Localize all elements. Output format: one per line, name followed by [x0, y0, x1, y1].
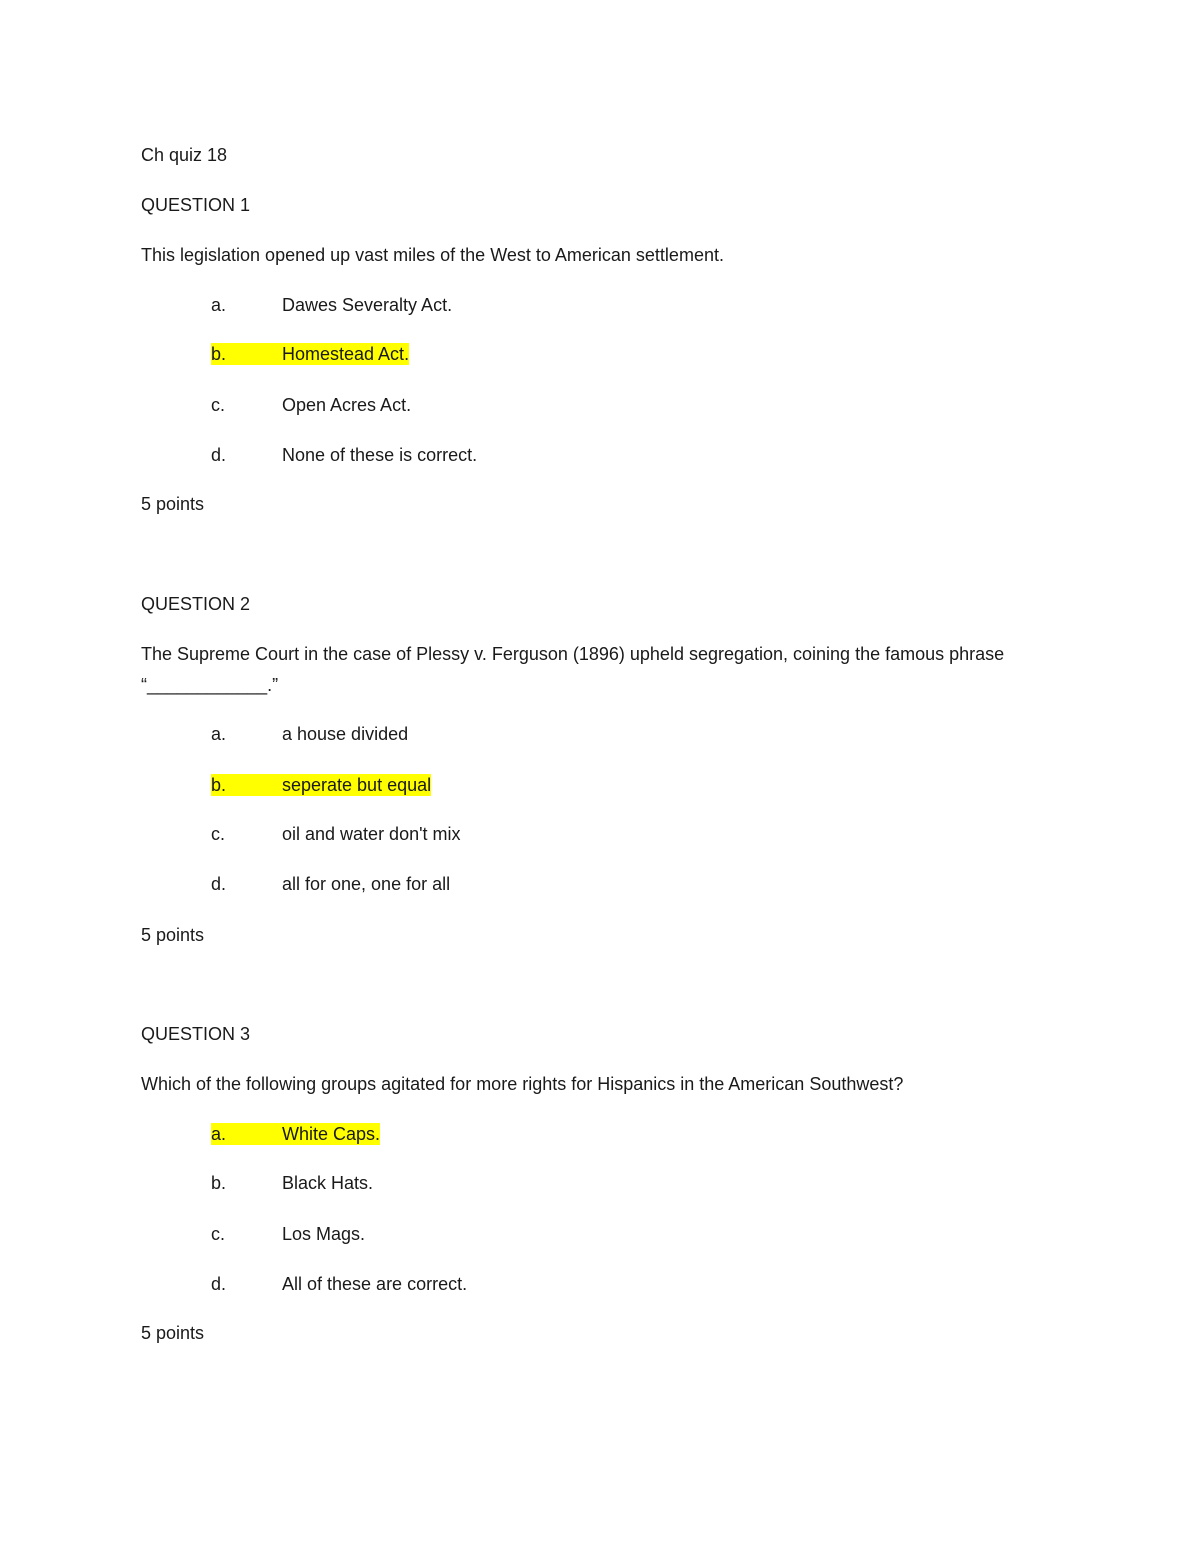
question-2-option-b-highlighted	[211, 774, 431, 796]
option-letter: a.	[211, 724, 227, 744]
question-3-prompt: Which of the following groups agitated for more rights for Hispanics in the American Southwest?	[141, 1074, 904, 1094]
option-letter: a.	[211, 295, 227, 315]
question-2-option-d	[211, 873, 450, 895]
question-2-points: 5 points	[141, 925, 205, 945]
question-3-option-a-highlighted	[211, 1123, 380, 1145]
option-text: Homestead Act.	[282, 344, 410, 364]
option-text: Black Hats.	[282, 1173, 374, 1193]
option-text: all for one, one for all	[282, 874, 451, 894]
question-1-option-b-highlighted	[211, 343, 409, 365]
option-text: Dawes Severalty Act.	[282, 295, 453, 315]
option-letter: c.	[211, 824, 226, 844]
question-1-prompt: This legislation opened up vast miles of the West to American settlement.	[141, 245, 724, 265]
question-2-option-c	[211, 823, 461, 845]
option-letter: b.	[211, 344, 227, 364]
option-text: Los Mags.	[282, 1224, 366, 1244]
question-3-option-d	[211, 1273, 467, 1295]
option-letter: c.	[211, 395, 226, 415]
option-text: None of these is correct.	[282, 445, 478, 465]
question-2-prompt: The Supreme Court in the case of Plessy v. Ferguson (1896) upheld segregation, coining the famous phrase “____________.”	[141, 644, 1005, 695]
question-1-heading: QUESTION 1	[141, 195, 251, 215]
option-text: seperate but equal	[282, 775, 432, 795]
option-text: Open Acres Act.	[282, 395, 412, 415]
option-letter: b.	[211, 775, 227, 795]
question-3-heading: QUESTION 3	[141, 1024, 251, 1044]
option-letter: c.	[211, 1224, 226, 1244]
option-letter: d.	[211, 1274, 227, 1294]
option-text: a house divided	[282, 724, 409, 744]
question-3-option-b	[211, 1172, 373, 1194]
document-title: Ch quiz 18	[141, 145, 228, 165]
option-letter: a.	[211, 1124, 227, 1144]
question-1-option-d	[211, 444, 477, 466]
question-2-heading: QUESTION 2	[141, 594, 251, 614]
option-text: oil and water don't mix	[282, 824, 461, 844]
question-3-points: 5 points	[141, 1323, 205, 1343]
option-letter: b.	[211, 1173, 227, 1193]
option-letter: d.	[211, 874, 227, 894]
question-1-points: 5 points	[141, 494, 205, 514]
question-2-option-a	[211, 723, 408, 745]
option-text: White Caps.	[282, 1124, 381, 1144]
question-1-option-c	[211, 394, 411, 416]
question-1-option-a	[211, 294, 452, 316]
option-letter: d.	[211, 445, 227, 465]
question-3-option-c	[211, 1223, 365, 1245]
option-text: All of these are correct.	[282, 1274, 468, 1294]
